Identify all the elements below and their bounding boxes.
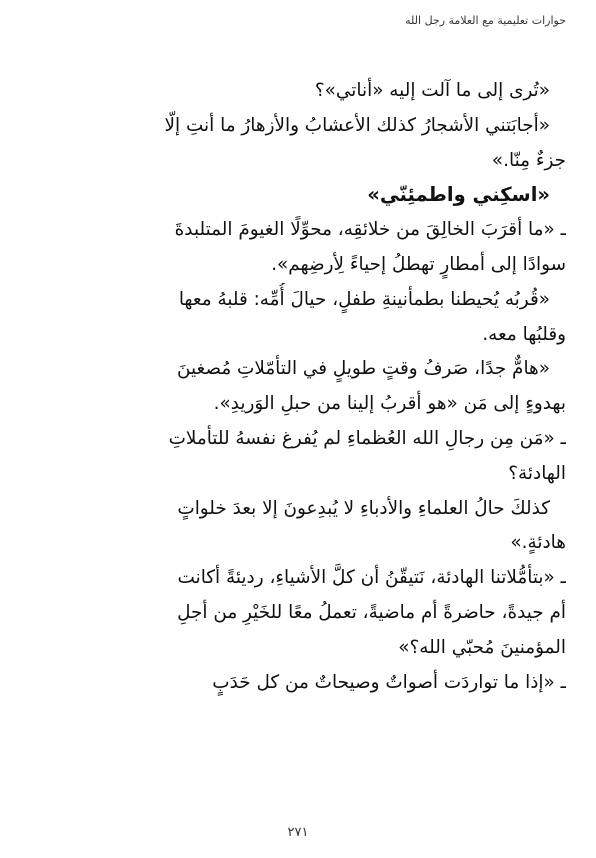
text-line: هادئةٍ.» <box>510 532 566 554</box>
text-line: أم جيدةً، حاضرةً أم ماضيةً، تعملُ معًا للخَيْرِ من أجلِ <box>177 601 566 623</box>
text-line: جزءٌ مِنّا.» <box>491 149 566 171</box>
text-line: ـ «مَن مِن رجالِ الله العُظماءِ لم يُفرغ نفسهُ للتأملاتِ <box>168 427 566 449</box>
text-line: «هامٌّ جدًا، صَرفُ وقتٍ طويلٍ في التأمّلاتِ مُصغينَ <box>176 358 550 380</box>
page-number: ٢٧١ <box>287 825 309 840</box>
text-line: كذلكَ حالُ العلماءِ والأدباءِ لا يُبدِعونَ إلا بعدَ خلواتٍ <box>177 497 550 519</box>
section-heading: «اسكِني واطمئِنّي» <box>367 183 550 207</box>
text-line: ـ «إذا ما تواردَت أصواتٌ وصيحاتٌ من كل حَدَبٍ <box>212 671 566 693</box>
text-line: الهادئة؟ <box>508 462 566 484</box>
running-header: حوارات تعليمية مع العلامة رجل الله <box>405 14 566 27</box>
text-line: بهدوءٍ إلى مَن «هو أقربُ إلينا من حبلِ الوَريدِ». <box>213 393 566 415</box>
text-line: وقلبُها معه. <box>482 323 566 345</box>
text-line: ـ «بتأمُّلاتنا الهادئة، نَتيقّنُ أن كلَّ الأشياءِ، رديئةً أكانت <box>177 567 566 589</box>
body-text <box>46 74 566 700</box>
text-line: المؤمنينَ مُحبّي الله؟» <box>398 636 566 658</box>
text-line: سوادًا إلى أمطارٍ تهطلُ إحياءً لِأرضِهم». <box>271 253 566 275</box>
text-line: «أجابَتني الأشجارُ كذلك الأعشابُ والأزهارُ ما أنتِ إلّا <box>164 114 550 136</box>
text-line: «تُرى إلى ما آلت إليه «أناتي»؟ <box>314 80 550 101</box>
text-line: «قُربُه يُحيطنا بطمأنينةِ طفلٍ، حيالَ أُمِّه: قلبهُ معها <box>178 288 550 310</box>
text-line: ـ «ما أقرَبَ الخالِقَ من خلائقِه، محوِّلًا الغيومَ المتلبدةَ <box>174 219 566 241</box>
